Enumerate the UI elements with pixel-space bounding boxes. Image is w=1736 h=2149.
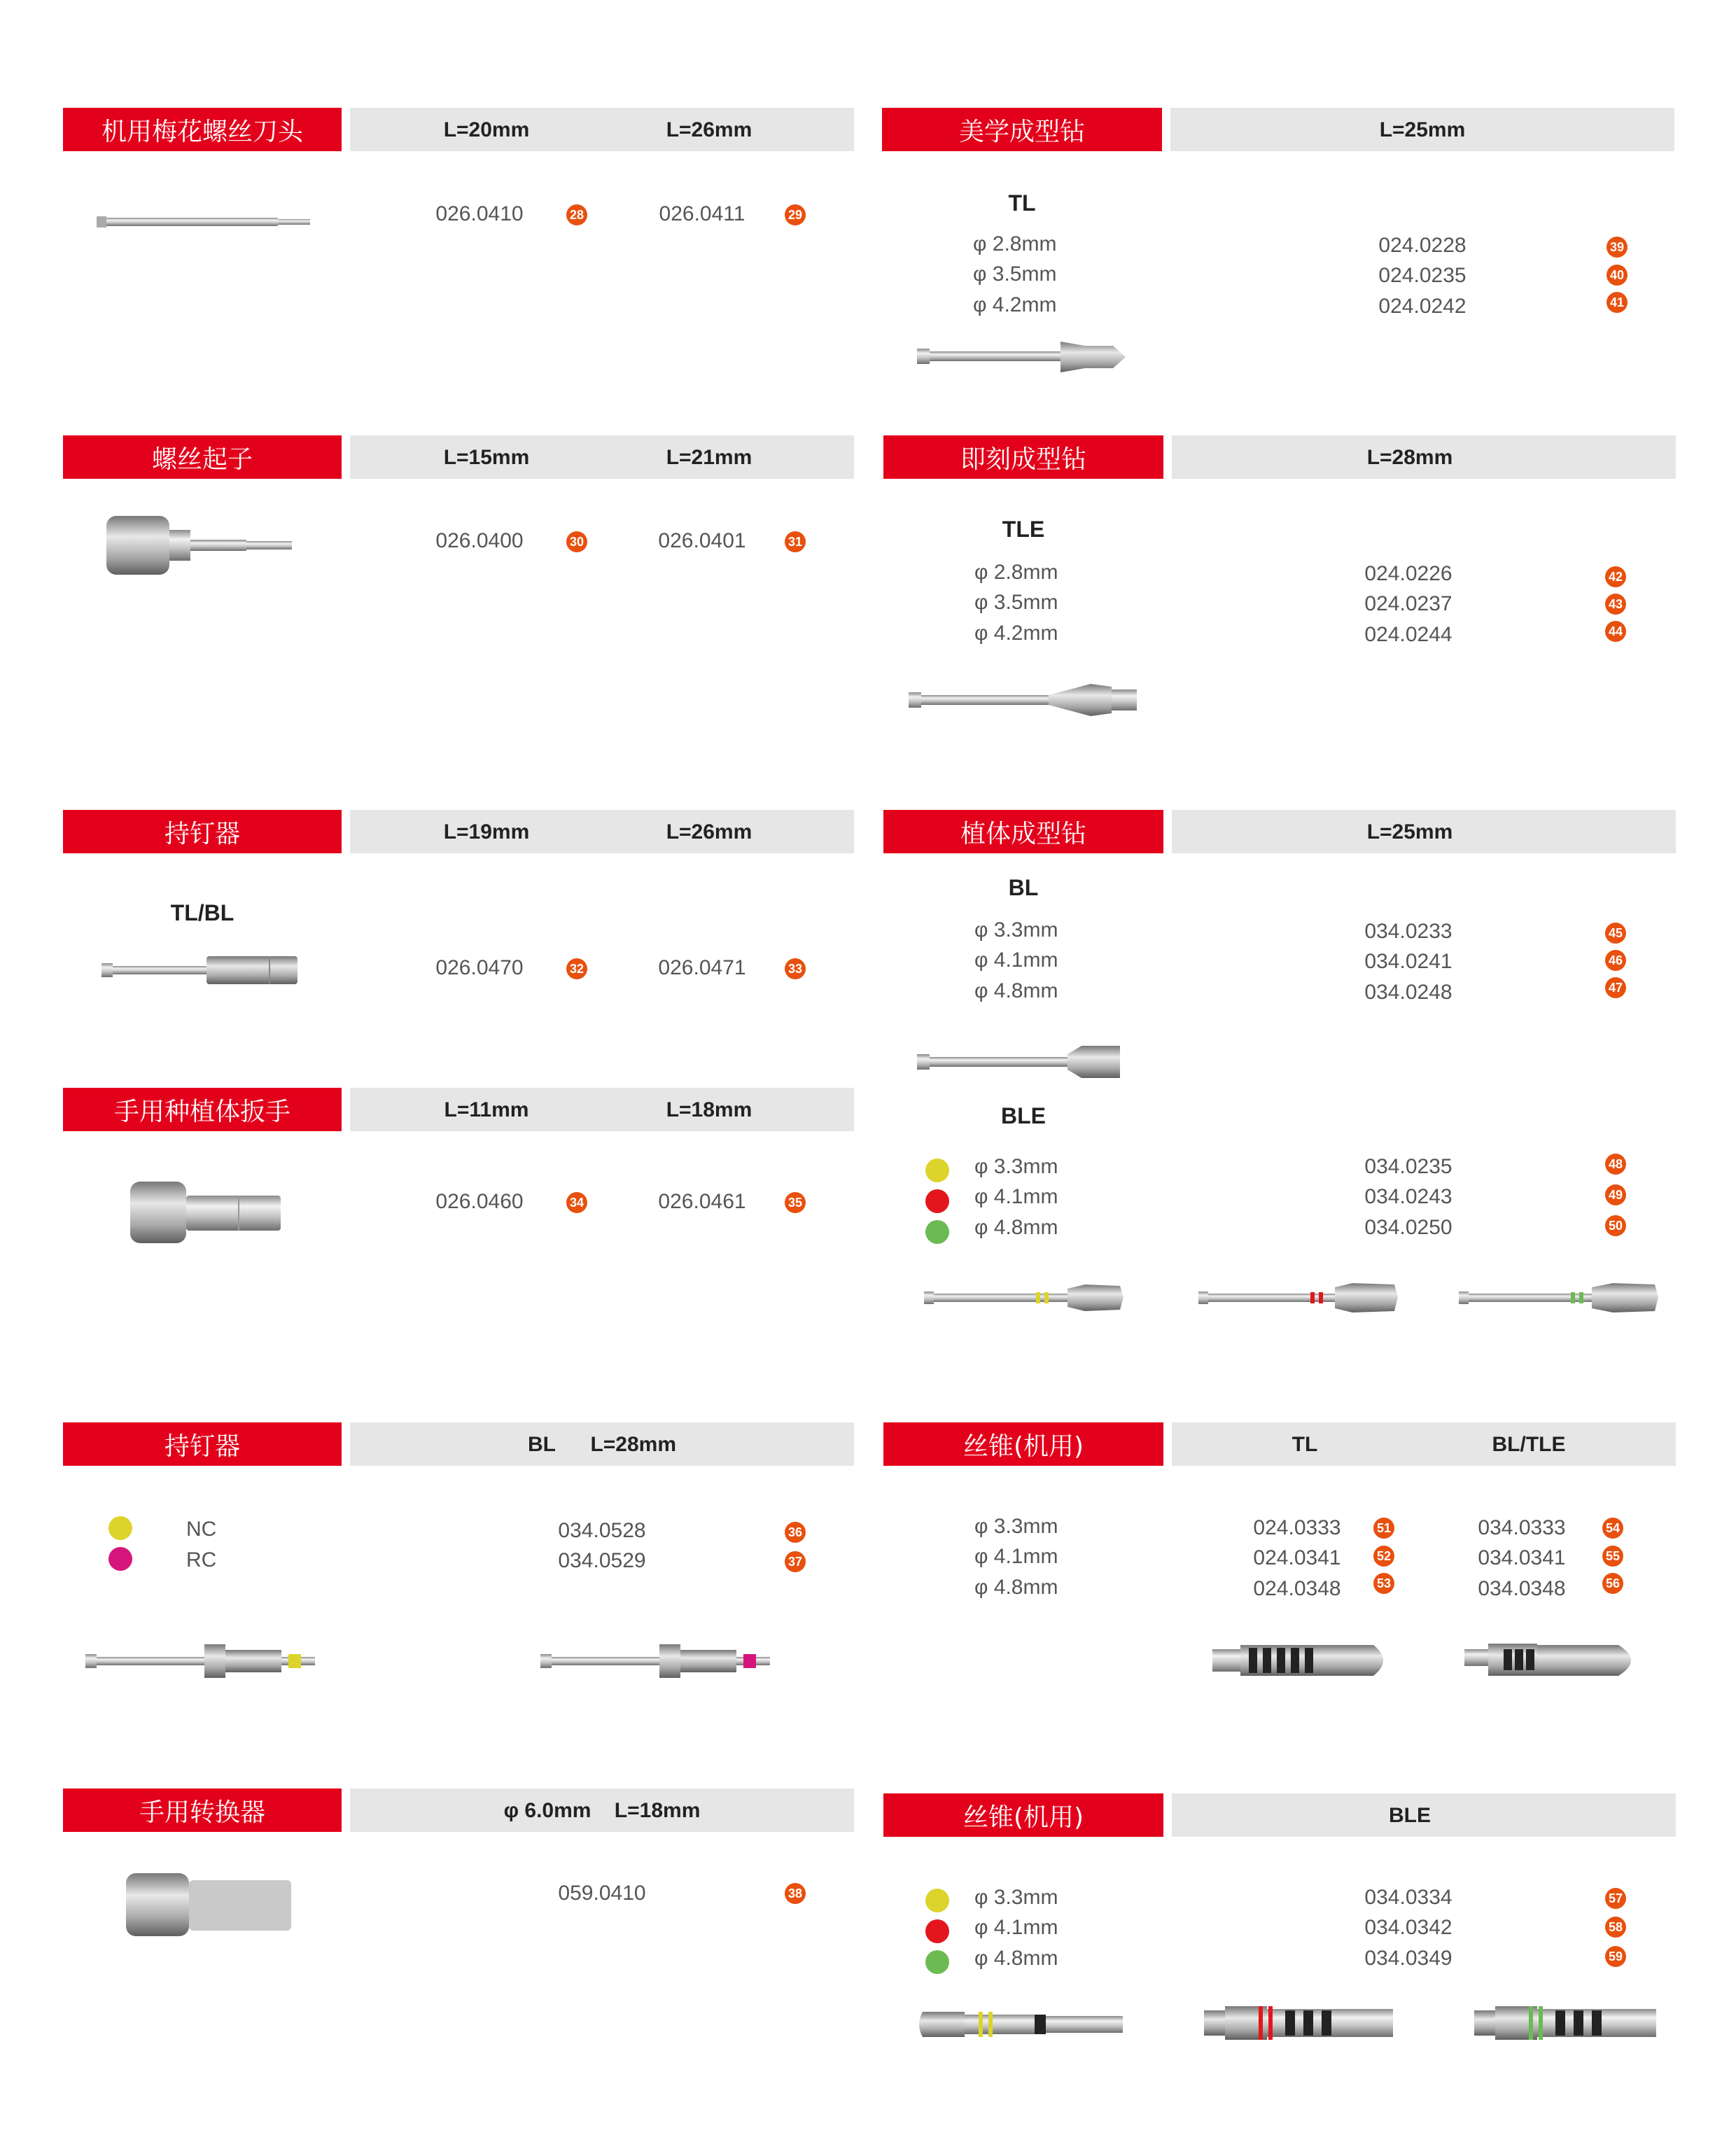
ble-drill-red-image — [1198, 1283, 1401, 1314]
item-badge: 34 — [566, 1192, 587, 1213]
screwdriver-bit-image — [97, 214, 314, 232]
item-badge: 28 — [566, 204, 587, 225]
red-color-dot — [925, 1919, 949, 1943]
part-code: 024.0242 — [1378, 295, 1466, 318]
diameter-label: φ 3.3mm — [974, 1155, 1058, 1178]
column-header-bar — [1172, 435, 1676, 479]
column-system: BLE — [1389, 1804, 1431, 1827]
diameter-label: φ 4.2mm — [973, 293, 1057, 316]
diameter-label: φ 4.2mm — [974, 622, 1058, 645]
item-badge: 57 — [1605, 1888, 1626, 1909]
tap-tl-image — [1212, 1641, 1394, 1680]
platform-label: NC — [186, 1518, 217, 1541]
system-label: BLE — [1001, 1103, 1046, 1128]
item-badge: 47 — [1605, 977, 1626, 998]
yellow-color-dot — [925, 1158, 949, 1182]
item-badge: 49 — [1605, 1184, 1626, 1205]
item-badge: 43 — [1605, 594, 1626, 615]
item-badge: 55 — [1602, 1546, 1623, 1567]
part-code: 026.0461 — [658, 1190, 746, 1213]
tap-ble-green-image — [1474, 2003, 1663, 2043]
column-length-2: L=18mm — [666, 1098, 752, 1121]
column-header-bar — [350, 1088, 854, 1131]
implant-holder-image — [102, 953, 304, 987]
part-code: 034.0333 — [1478, 1516, 1566, 1539]
column-header-bar — [1170, 108, 1674, 151]
magenta-color-dot — [108, 1547, 132, 1571]
diameter-label: φ 3.3mm — [974, 1886, 1058, 1909]
item-badge: 35 — [785, 1192, 806, 1213]
screwdriver-image — [106, 514, 295, 578]
green-color-dot — [925, 1950, 949, 1974]
part-code: 034.0235 — [1364, 1155, 1452, 1178]
item-badge: 52 — [1373, 1546, 1394, 1567]
diameter-label: φ 3.3mm — [974, 918, 1058, 941]
section-title: 即刻成型钻 — [883, 435, 1163, 479]
diameter-label: φ 4.8mm — [974, 1947, 1058, 1970]
column-header-bar — [350, 435, 854, 479]
part-code: 024.0341 — [1253, 1546, 1341, 1569]
part-code: 034.0349 — [1364, 1947, 1452, 1970]
column-length: L=28mm — [1366, 446, 1453, 469]
ble-drill-yellow-image — [924, 1283, 1127, 1314]
section-title: 螺丝起子 — [63, 435, 342, 479]
column-length-1: L=11mm — [444, 1098, 529, 1121]
item-badge: 30 — [566, 531, 587, 552]
diameter-label: φ 4.8mm — [974, 979, 1058, 1002]
column-header-bar — [350, 1788, 854, 1832]
section-header — [63, 435, 854, 479]
item-badge: 42 — [1605, 566, 1626, 587]
column-system-2: BL/TLE — [1492, 1433, 1566, 1456]
column-length-2: L=26mm — [666, 118, 752, 141]
aesthetic-drill-image — [917, 336, 1127, 378]
column-header-bar — [350, 108, 854, 151]
part-code: 026.0411 — [659, 202, 746, 225]
item-badge: 54 — [1602, 1518, 1623, 1539]
diameter-label: φ 4.1mm — [974, 948, 1058, 972]
diameter-label: φ 2.8mm — [973, 232, 1057, 255]
immediate-drill-image — [909, 681, 1140, 720]
part-code: 024.0228 — [1378, 234, 1466, 257]
section-title: 持钉器 — [63, 810, 342, 853]
yellow-color-dot — [108, 1516, 132, 1540]
column-header-bar — [350, 810, 854, 853]
part-code: 034.0334 — [1364, 1886, 1452, 1909]
green-color-dot — [925, 1220, 949, 1244]
diameter-label: φ 4.8mm — [974, 1576, 1058, 1599]
column-length: L=25mm — [1366, 820, 1453, 844]
part-code: 026.0401 — [658, 529, 746, 552]
part-code: 034.0233 — [1364, 920, 1452, 943]
section-header — [883, 810, 1676, 853]
diameter-label: φ 3.5mm — [973, 262, 1057, 286]
platform-label: RC — [186, 1548, 217, 1572]
section-header — [883, 435, 1676, 479]
item-badge: 40 — [1606, 265, 1628, 286]
part-code: 026.0460 — [435, 1190, 524, 1213]
diameter-label: φ 4.8mm — [974, 1216, 1058, 1239]
column-length-1: L=19mm — [443, 820, 530, 844]
section-title: 丝锥(机用) — [883, 1422, 1163, 1466]
part-code: 024.0244 — [1364, 623, 1452, 646]
item-badge: 46 — [1605, 950, 1626, 971]
part-code: 024.0348 — [1253, 1577, 1341, 1600]
section-header — [63, 108, 854, 151]
item-badge: 59 — [1605, 1946, 1626, 1967]
column-spec: φ 6.0mm L=18mm — [503, 1799, 701, 1822]
part-code: 026.0471 — [658, 956, 746, 979]
diameter-label: φ 2.8mm — [974, 561, 1058, 584]
bl-profile-drill-image — [917, 1044, 1127, 1081]
column-system-1: TL — [1292, 1433, 1318, 1456]
item-badge: 38 — [785, 1883, 806, 1904]
section-title: 机用梅花螺丝刀头 — [63, 108, 342, 151]
item-badge: 44 — [1605, 621, 1626, 642]
item-badge: 32 — [566, 958, 587, 979]
part-code: 034.0528 — [558, 1519, 646, 1542]
item-badge: 36 — [785, 1522, 806, 1543]
item-badge: 29 — [785, 204, 806, 225]
part-code: 026.0400 — [435, 529, 524, 552]
tap-ble-yellow-image — [923, 2008, 1126, 2041]
part-code: 034.0241 — [1364, 950, 1452, 973]
column-length-1: L=15mm — [443, 446, 530, 469]
diameter-label: φ 3.3mm — [974, 1515, 1058, 1538]
system-label: TL/BL — [170, 900, 234, 925]
column-header-bar — [1172, 810, 1676, 853]
column-length-2: L=26mm — [666, 820, 752, 844]
part-code: 026.0470 — [435, 956, 524, 979]
part-code: 026.0410 — [435, 202, 524, 225]
section-title: 手用转换器 — [63, 1788, 342, 1832]
system-label: TLE — [1002, 517, 1045, 542]
system-label: BL — [1008, 875, 1039, 900]
column-header-bar — [350, 1422, 854, 1466]
diameter-label: φ 3.5mm — [974, 591, 1058, 614]
column-header-bar — [1172, 1793, 1676, 1837]
part-code: 034.0248 — [1364, 981, 1452, 1004]
tap-ble-red-image — [1204, 2003, 1407, 2043]
section-header — [63, 810, 854, 853]
section-title: 手用种植体扳手 — [63, 1088, 342, 1131]
part-code: 034.0250 — [1364, 1216, 1452, 1239]
part-code: 024.0226 — [1364, 562, 1452, 585]
section-title: 持钉器 — [63, 1422, 342, 1466]
part-code: 024.0237 — [1364, 592, 1452, 615]
item-badge: 41 — [1606, 292, 1628, 313]
part-code: 034.0342 — [1364, 1916, 1452, 1939]
yellow-color-dot — [925, 1889, 949, 1912]
system-label: TL — [1008, 190, 1036, 216]
section-header — [882, 108, 1674, 151]
red-color-dot — [925, 1189, 949, 1213]
part-code: 024.0235 — [1378, 264, 1466, 287]
section-title: 丝锥(机用) — [883, 1793, 1163, 1837]
section-header — [63, 1088, 854, 1131]
item-badge: 56 — [1602, 1573, 1623, 1594]
column-length-1: L=20mm — [443, 118, 530, 141]
column-length-2: L=21mm — [666, 446, 752, 469]
item-badge: 51 — [1373, 1518, 1394, 1539]
item-badge: 53 — [1373, 1573, 1394, 1594]
section-header — [883, 1422, 1676, 1466]
part-code: 024.0333 — [1253, 1516, 1341, 1539]
diameter-label: φ 4.1mm — [974, 1545, 1058, 1568]
column-header-bar — [1172, 1422, 1676, 1466]
item-badge: 33 — [785, 958, 806, 979]
item-badge: 39 — [1606, 237, 1628, 258]
section-header — [883, 1793, 1676, 1837]
diameter-label: φ 4.1mm — [974, 1916, 1058, 1939]
implant-holder-rc-image — [540, 1642, 778, 1681]
item-badge: 48 — [1605, 1154, 1626, 1175]
manual-wrench-image — [130, 1182, 284, 1245]
part-code: 034.0348 — [1478, 1577, 1566, 1600]
ble-drill-green-image — [1459, 1283, 1662, 1314]
section-header — [63, 1788, 854, 1832]
tap-bl-tle-image — [1464, 1641, 1646, 1680]
item-badge: 37 — [785, 1551, 806, 1572]
section-header — [63, 1422, 854, 1466]
manual-adapter-image — [126, 1873, 294, 1938]
item-badge: 45 — [1605, 923, 1626, 944]
column-length: L=25mm — [1379, 118, 1466, 141]
column-spec: BL L=28mm — [527, 1433, 677, 1456]
part-code: 034.0243 — [1364, 1185, 1452, 1208]
part-code: 034.0341 — [1478, 1546, 1566, 1569]
item-badge: 58 — [1605, 1917, 1626, 1938]
part-code: 059.0410 — [558, 1882, 646, 1905]
item-badge: 31 — [785, 531, 806, 552]
implant-holder-nc-image — [85, 1642, 323, 1681]
item-badge: 50 — [1605, 1215, 1626, 1236]
section-title: 美学成型钻 — [882, 108, 1162, 151]
section-title: 植体成型钻 — [883, 810, 1163, 853]
diameter-label: φ 4.1mm — [974, 1185, 1058, 1208]
part-code: 034.0529 — [558, 1549, 646, 1572]
